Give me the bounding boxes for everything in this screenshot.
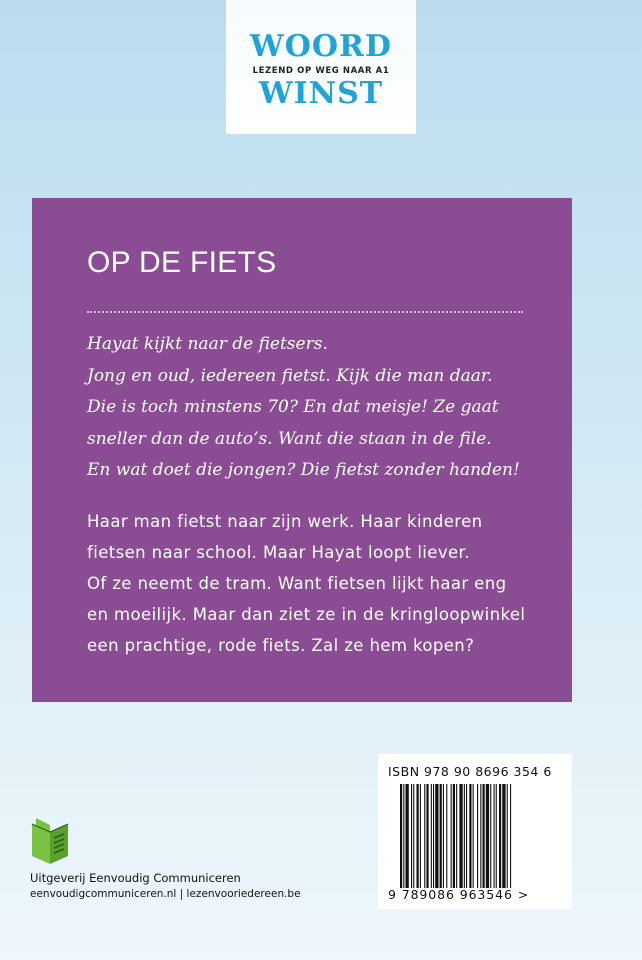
summary-line: fietsen naar school. Maar Hayat loopt liever. bbox=[87, 543, 470, 562]
summary-line: Haar man fietst naar zijn werk. Haar kinderen bbox=[87, 512, 483, 531]
barcode-box bbox=[378, 754, 572, 909]
logo-winst: WINST bbox=[258, 76, 384, 111]
dotted-divider bbox=[87, 311, 523, 313]
summary-line: een prachtige, rode fiets. Zal ze hem kopen? bbox=[87, 636, 475, 655]
logo-woord: WOORD bbox=[250, 29, 392, 64]
barcode-digits: 9 789086 963546 > bbox=[388, 887, 530, 902]
summary-panel bbox=[32, 198, 572, 702]
blurb-line: Die is toch minstens 70? En dat meisje! Ze gaat bbox=[87, 397, 499, 417]
publisher-urls: eenvoudigcommuniceren.nl | lezenvooriedereen.be bbox=[30, 888, 301, 900]
publisher-block bbox=[30, 816, 350, 902]
series-logo bbox=[226, 0, 416, 134]
blurb-line: En wat doet die jongen? Die fietst zonder handen! bbox=[87, 460, 520, 480]
summary-line: en moeilijk. Maar dan ziet ze in de kringloopwinkel bbox=[87, 605, 526, 624]
blurb-line: sneller dan de auto’s. Want die staan in de file. bbox=[87, 428, 492, 449]
blurb-line: Jong en oud, iedereen fietst. Kijk die man daar. bbox=[87, 365, 493, 386]
logo-tagline: LEZEND OP WEG NAAR A1 bbox=[252, 66, 390, 76]
barcode-icon bbox=[400, 784, 550, 888]
summary-line: Of ze neemt de tram. Want fietsen lijkt haar eng bbox=[87, 574, 507, 593]
summary-text bbox=[87, 506, 557, 661]
book-title: OP DE FIETS bbox=[87, 246, 277, 279]
isbn-label: ISBN 978 90 8696 354 6 bbox=[388, 764, 552, 779]
book-logo-icon bbox=[30, 816, 70, 866]
publisher-name: Uitgeverij Eenvoudig Communiceren bbox=[30, 871, 241, 885]
blurb-line: Hayat kijkt naar de fietsers. bbox=[87, 334, 328, 354]
italic-blurb bbox=[87, 329, 547, 487]
